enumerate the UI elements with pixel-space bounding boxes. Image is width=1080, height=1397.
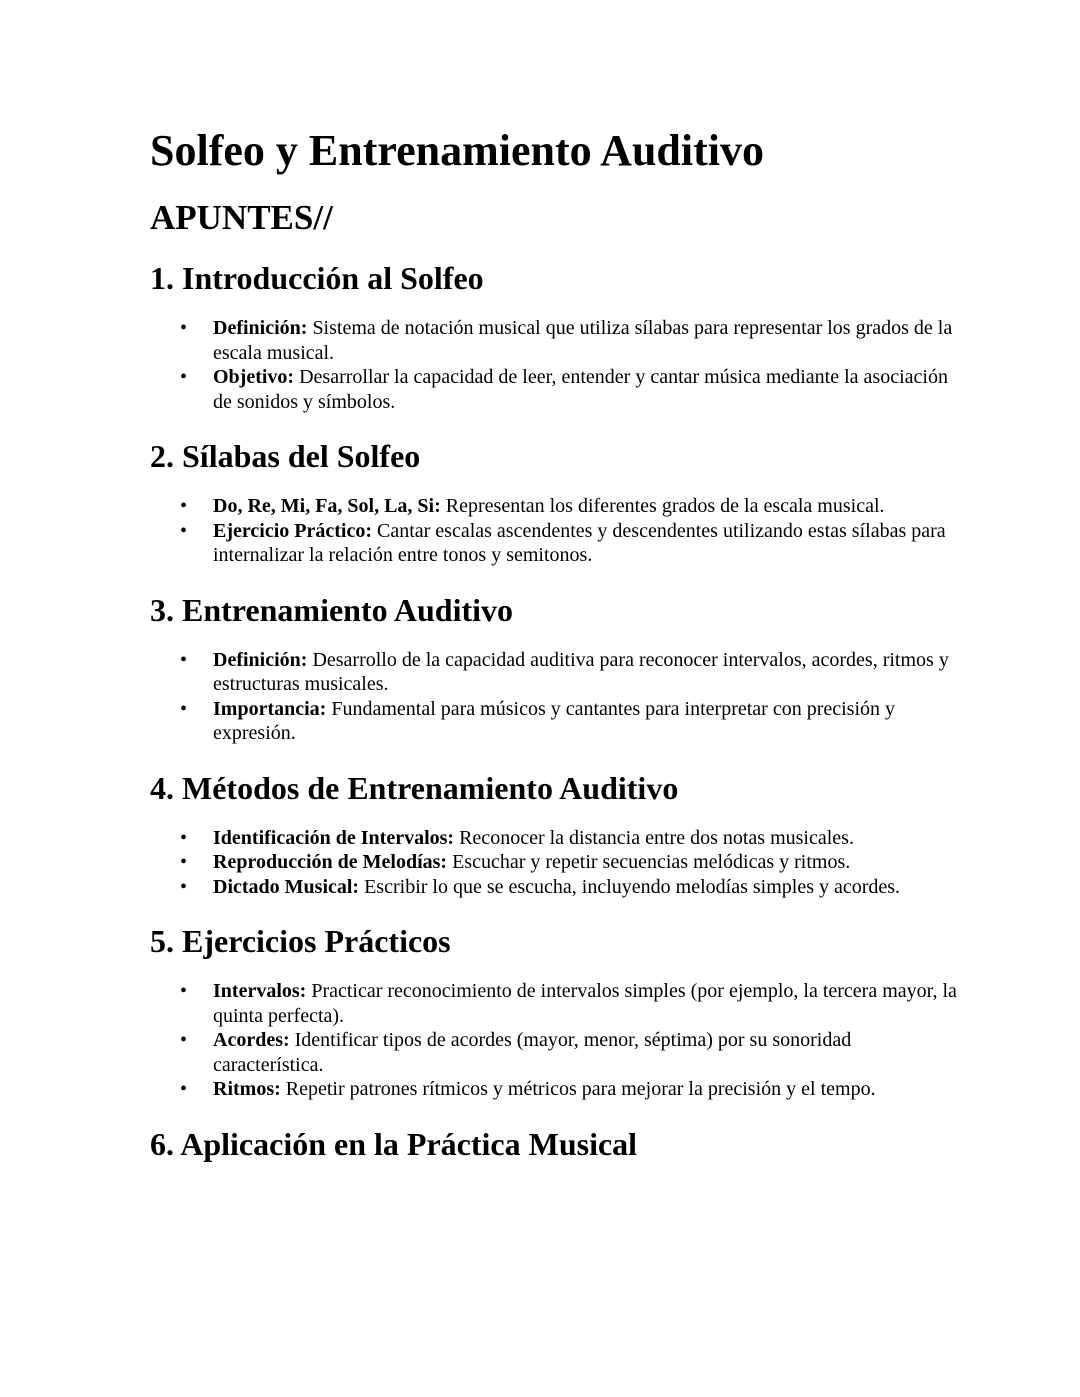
item-text: Practicar reconocimiento de intervalos simples (por ejemplo, la tercera mayor, la quinta perfecta). xyxy=(213,980,957,1027)
section-heading: 1. Introducción al Solfeo xyxy=(150,260,484,296)
bullet-icon: • xyxy=(180,697,188,720)
item-text: Repetir patrones rítmicos y métricos para mejorar la precisión y el tempo. xyxy=(280,1078,876,1100)
item-text: Desarrollo de la capacidad auditiva para reconocer intervalos, acordes, ritmos y estructuras musicales. xyxy=(213,648,949,695)
section-heading: 4. Métodos de Entrenamiento Auditivo xyxy=(150,769,679,806)
list-item xyxy=(150,494,960,519)
list-item xyxy=(150,316,960,365)
list-item xyxy=(150,875,960,900)
bullet-list xyxy=(150,648,960,746)
item-term: Acordes: xyxy=(213,1029,290,1051)
item-term: Definición: xyxy=(213,317,308,339)
section xyxy=(150,258,960,414)
bullet-icon: • xyxy=(180,980,188,1002)
bullet-list xyxy=(150,494,960,568)
item-term: Importancia: xyxy=(213,697,327,720)
section xyxy=(150,768,960,900)
item-term: Do, Re, Mi, Fa, Sol, La, Si: xyxy=(213,495,441,517)
list-item xyxy=(150,365,960,414)
bullet-list xyxy=(150,979,960,1102)
item-text: Escribir lo que se escucha, incluyendo melodías simples y acordes. xyxy=(359,875,901,898)
bullet-list xyxy=(150,826,960,900)
section xyxy=(150,436,960,568)
item-term: Reproducción de Melodías: xyxy=(213,851,448,873)
item-term: Definición: xyxy=(213,648,308,671)
section xyxy=(150,1124,960,1164)
bullet-icon: • xyxy=(180,1029,188,1051)
item-text: Fundamental para músicos y cantantes para interpretar con precisión y expresión. xyxy=(213,697,896,744)
item-text: Sistema de notación musical que utiliza sílabas para representar los grados de la escala musical. xyxy=(213,317,953,364)
section-heading: 2. Sílabas del Solfeo xyxy=(150,438,421,474)
bullet-icon: • xyxy=(180,1078,188,1100)
item-term: Objetivo: xyxy=(213,366,295,388)
section xyxy=(150,590,960,746)
bullet-icon: • xyxy=(180,826,188,849)
section xyxy=(150,921,960,1102)
sections-container xyxy=(150,258,960,1164)
bullet-icon: • xyxy=(180,875,188,898)
list-item xyxy=(150,979,960,1028)
bullet-icon: • xyxy=(180,519,188,542)
item-text: Reconocer la distancia entre dos notas musicales. xyxy=(454,826,854,849)
section-heading: 5. Ejercicios Prácticos xyxy=(150,923,451,959)
bullet-list xyxy=(150,316,960,414)
item-term: Ejercicio Práctico: xyxy=(213,519,372,542)
list-item xyxy=(150,850,960,875)
list-item xyxy=(150,1077,960,1102)
bullet-icon: • xyxy=(180,366,188,388)
item-text: Representan los diferentes grados de la escala musical. xyxy=(440,495,885,517)
item-text: Desarrollar la capacidad de leer, entender y cantar música mediante la asociación de sonidos y símbolos. xyxy=(213,366,948,413)
bullet-icon: • xyxy=(180,851,188,873)
item-term: Intervalos: xyxy=(213,980,307,1002)
page-subtitle: APUNTES// xyxy=(150,198,333,237)
bullet-icon: • xyxy=(180,317,188,339)
bullet-icon: • xyxy=(180,495,188,517)
item-text: Identificar tipos de acordes (mayor, menor, séptima) por su sonoridad característica. xyxy=(213,1029,852,1076)
item-term: Ritmos: xyxy=(213,1078,281,1100)
list-item xyxy=(150,826,960,851)
list-item xyxy=(150,648,960,697)
section-heading: 6. Aplicación en la Práctica Musical xyxy=(150,1125,638,1162)
item-term: Dictado Musical: xyxy=(213,875,360,898)
list-item xyxy=(150,1028,960,1077)
item-text: Escuchar y repetir secuencias melódicas y ritmos. xyxy=(447,851,851,873)
section-heading: 3. Entrenamiento Auditivo xyxy=(150,591,513,628)
item-term: Identificación de Intervalos: xyxy=(213,826,455,849)
list-item xyxy=(150,697,960,746)
bullet-icon: • xyxy=(180,648,188,671)
page-title: Solfeo y Entrenamiento Auditivo xyxy=(150,126,765,175)
item-text: Cantar escalas ascendentes y descendentes utilizando estas sílabas para internalizar la relación entre tonos y semitonos. xyxy=(213,519,946,566)
list-item xyxy=(150,519,960,568)
